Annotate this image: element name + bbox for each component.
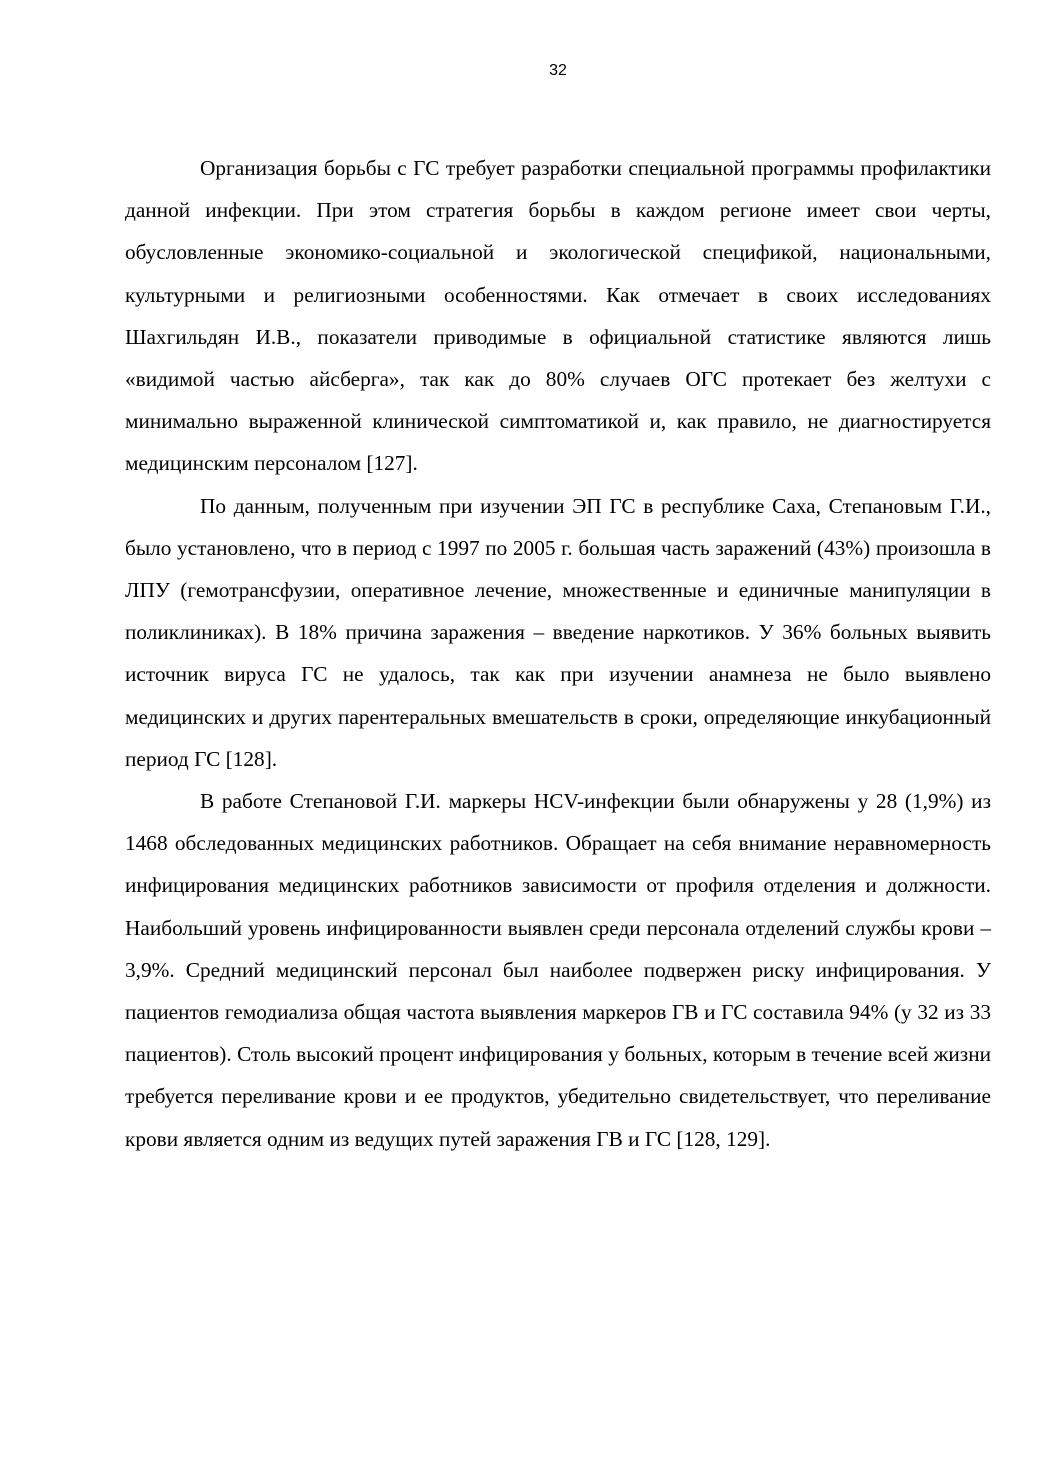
paragraph-3: В работе Степановой Г.И. маркеры HCV-инфекции были обнаружены у 28 (1,9%) из 1468 обследованных медицинских работников. Обращает на себя внимание неравномерность инфицирования медицинских работников зависимости от профиля отделения и должности. Наибольший уровень инфицированности выявлен среди персонала отделений службы крови – 3,9%. Средний медицинский персонал был наиболее подвержен риску инфицирования. У пациентов гемодиализа общая частота выявления маркеров ГВ и ГС составила 94% (у 32 из 33 пациентов). Столь высокий процент инфицирования у больных, которым в течение всей жизни требуется переливание крови и ее продуктов, убедительно свидетельствует, что переливание крови является одним из ведущих путей заражения ГВ и ГС [128, 129]. — [125, 789, 991, 1151]
body-text — [125, 147, 991, 1160]
paragraph-2: По данным, полученным при изучении ЭП ГС в республике Саха, Степановым Г.И., было установлено, что в период с 1997 по 2005 г. большая часть заражений (43%) произошла в ЛПУ (гемотрансфузии, оперативное лечение, множественные и единичные манипуляции в поликлиниках). В 18% причина заражения – введение наркотиков. У 36% больных выявить источник вируса ГС не удалось, так как при изучении анамнеза не было выявлено медицинских и других парентеральных вмешательств в сроки, определяющие инкубационный период ГС [128]. — [125, 493, 991, 771]
page-number: 32 — [549, 62, 567, 79]
paragraph-1: Организация борьбы с ГС требует разработки специальной программы профилактики данной инфекции. При этом стратегия борьбы в каждом регионе имеет свои черты, обусловленные экономико-социальной и экологической спецификой, национальными, культурными и религиозными особенностями. Как отмечает в своих исследованиях Шахгильдян И.В., показатели приводимые в официальной статистике являются лишь «видимой частью айсберга», так как до 80% случаев ОГС протекает без желтухи с минимально выраженной клинической симптоматикой и, как правило, не диагностируется медицинским персоналом [127]. — [125, 156, 991, 476]
